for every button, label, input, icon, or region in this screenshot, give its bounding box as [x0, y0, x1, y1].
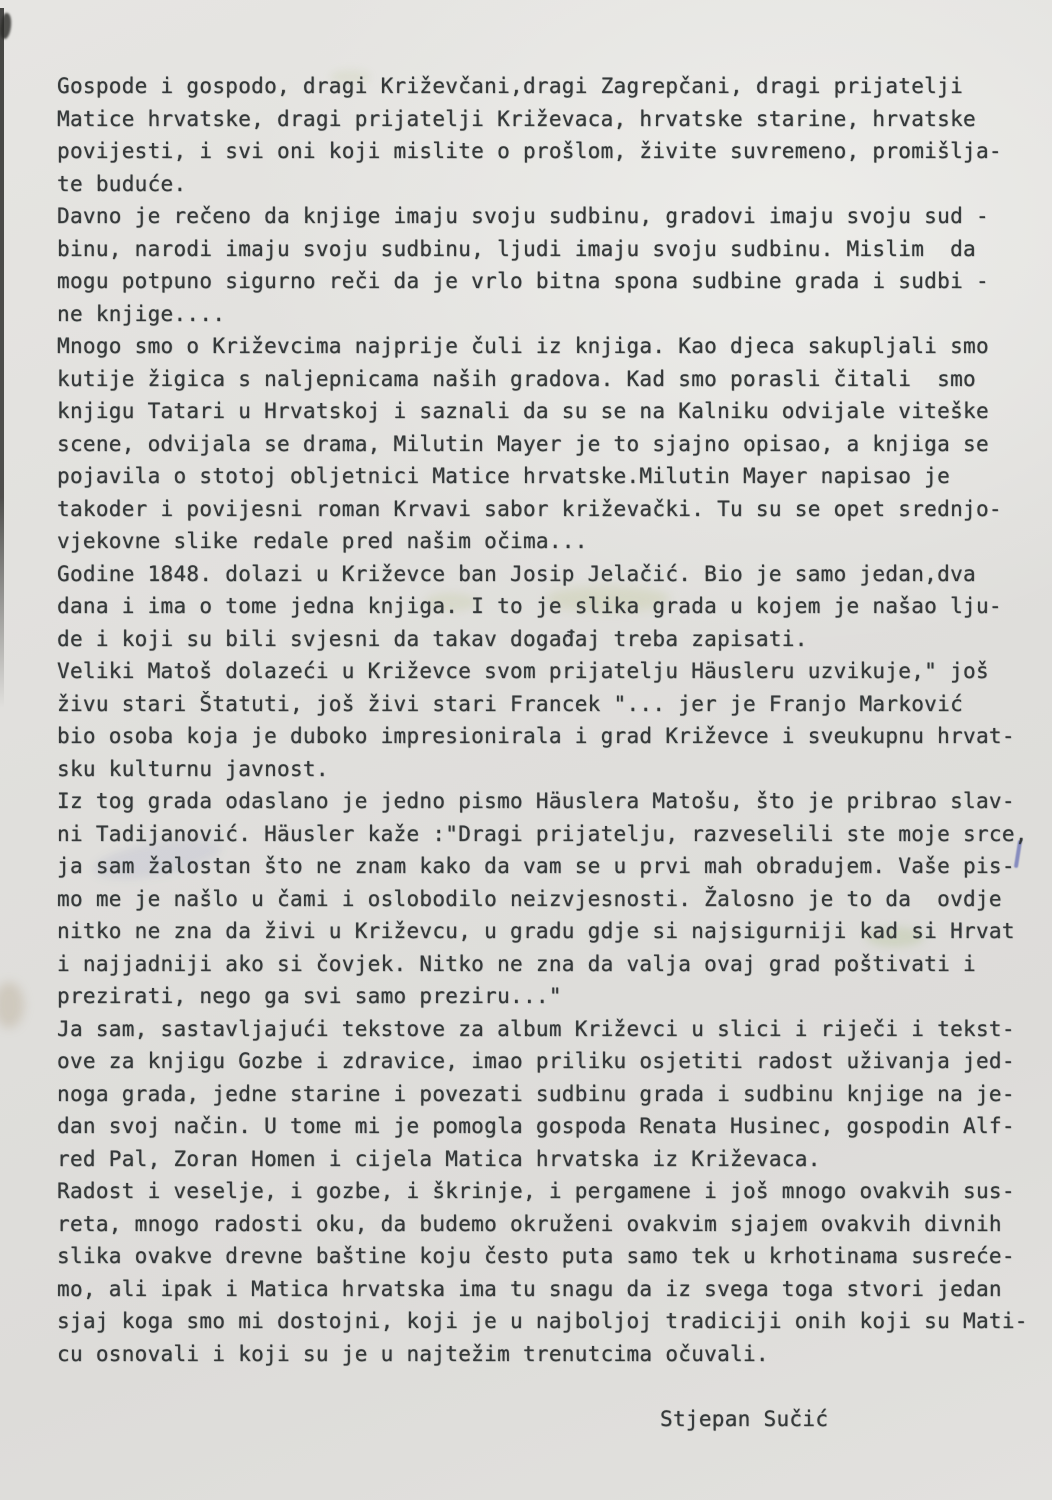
- text-line: vjekovne slike redale pred našim očima...: [57, 529, 588, 553]
- text-line: ne knjige....: [57, 301, 226, 326]
- text-line: slika ovakve drevne baštine koju često puta samo tek u krhotinama susreće-: [57, 1244, 1015, 1268]
- text-line: Matice hrvatske, dragi prijatelji Križevaca, hrvatske starine, hrvatske: [57, 106, 976, 131]
- text-line: sku kulturnu javnost.: [57, 756, 329, 781]
- scan-corner-mark: [0, 12, 13, 39]
- text-line: ove za knjigu Gozbe i zdravice, imao priliku osjetiti radost uživanja jed-: [57, 1049, 1015, 1073]
- text-line: Iz tog grada odaslano je jedno pismo Häuslera Matošu, što je pribrao slav-: [57, 789, 1015, 813]
- text-line: ja sam žalostan što ne znam kako da vam se u prvi mah obradujem. Vaše pis-: [57, 854, 1015, 878]
- text-line: mo, ali ipak i Matica hrvatska ima tu snagu da iz svega toga stvori jedan: [57, 1276, 1002, 1301]
- text-line: scene, odvijala se drama, Milutin Mayer je to sjajno opisao, a knjiga se: [57, 431, 989, 456]
- text-line: red Pal, Zoran Homen i cijela Matica hrvatska iz Križevaca.: [57, 1146, 821, 1171]
- text-line: dana i ima o tome jedna knjiga. I to je slika grada u kojem je našao lju-: [57, 594, 1002, 618]
- paper-stain: [0, 982, 24, 1028]
- text-line: Ja sam, sastavljajući tekstove za album Križevci u slici i riječi i tekst-: [57, 1016, 1015, 1041]
- text-line: noga grada, jedne starine i povezati sudbinu grada i sudbinu knjige na je-: [57, 1081, 1015, 1106]
- text-line: te buduće.: [57, 171, 187, 196]
- text-line: povijesti, i svi oni koji mislite o prošlom, živite suvremeno, promišlja-: [57, 139, 1002, 163]
- text-line: mo me je našlo u čami i oslobodilo neizvjesnosti. Žalosno je to da ovdje: [57, 886, 1002, 911]
- text-line: sjaj koga smo mi dostojni, koji je u najboljoj tradiciji onih koji su Mati-: [57, 1309, 1028, 1333]
- text-line: kutije žigica s naljepnicama naših gradova. Kad smo porasli čitali smo: [57, 366, 976, 391]
- text-line: Godine 1848. dolazi u Križevce ban Josip Jelačić. Bio je samo jedan,dva: [57, 561, 976, 586]
- text-line: Davno je rečeno da knjige imaju svoju sudbinu, gradovi imaju svoju sud -: [57, 204, 989, 228]
- text-line: mogu potpuno sigurno reči da je vrlo bitna spona sudbine grada i sudbi -: [57, 269, 989, 293]
- scan-edge-shadow: [0, 8, 4, 708]
- text-line: pojavila o stotoj obljetnici Matice hrvatske.Milutin Mayer napisao je: [57, 464, 951, 488]
- text-line: nitko ne zna da živi u Križevcu, u gradu gdje si najsigurniji kad si Hrvat: [57, 919, 1015, 943]
- typed-text-block: [57, 70, 1047, 1435]
- text-line: živu stari Štatuti, još živi stari Francek "... jer je Franjo Marković: [57, 691, 964, 716]
- text-line: reta, mnogo radosti oku, da budemo okruženi ovakvim sjajem ovakvih divnih: [57, 1211, 1002, 1236]
- typed-lines: [57, 70, 1047, 1370]
- text-line: Gospode i gospodo, dragi Križevčani,dragi Zagrepčani, dragi prijatelji: [57, 74, 964, 98]
- text-line: knjigu Tatari u Hrvatskoj i saznali da su se na Kalniku odvijale viteške: [57, 399, 989, 423]
- text-line: binu, narodi imaju svoju sudbinu, ljudi imaju svoju sudbinu. Mislim da: [57, 236, 976, 261]
- text-line: ni Tadijanović. Häusler kaže :"Dragi prijatelju, razveselili ste moje srce,: [57, 821, 1028, 846]
- text-line: dan svoj način. U tome mi je pomogla gospoda Renata Husinec, gospodin Alf-: [57, 1114, 1015, 1138]
- text-line: takoder i povijesni roman Krvavi sabor križevački. Tu su se opet srednjo-: [57, 496, 1002, 521]
- text-line: i najjadniji ako si čovjek. Nitko ne zna da valja ovaj grad poštivati i: [57, 951, 976, 976]
- text-line: Radost i veselje, i gozbe, i škrinje, i pergamene i još mnogo ovakvih sus-: [57, 1179, 1015, 1203]
- text-line: bio osoba koja je duboko impresionirala i grad Križevce i sveukupnu hrvat-: [57, 724, 1015, 748]
- text-line: de i koji su bili svjesni da takav događaj treba zapisati.: [57, 626, 808, 651]
- text-line: Mnogo smo o Križevcima najprije čuli iz knjiga. Kao djeca sakupljali smo: [57, 334, 989, 358]
- text-line: cu osnovali i koji su je u najtežim trenutcima očuvali.: [57, 1341, 769, 1366]
- text-line: Veliki Matoš dolazeći u Križevce svom prijatelju Häusleru uzvikuje," još: [57, 659, 989, 683]
- text-line: prezirati, nego ga svi samo preziru...": [57, 984, 562, 1008]
- signature: Stjepan Sučić: [660, 1406, 829, 1431]
